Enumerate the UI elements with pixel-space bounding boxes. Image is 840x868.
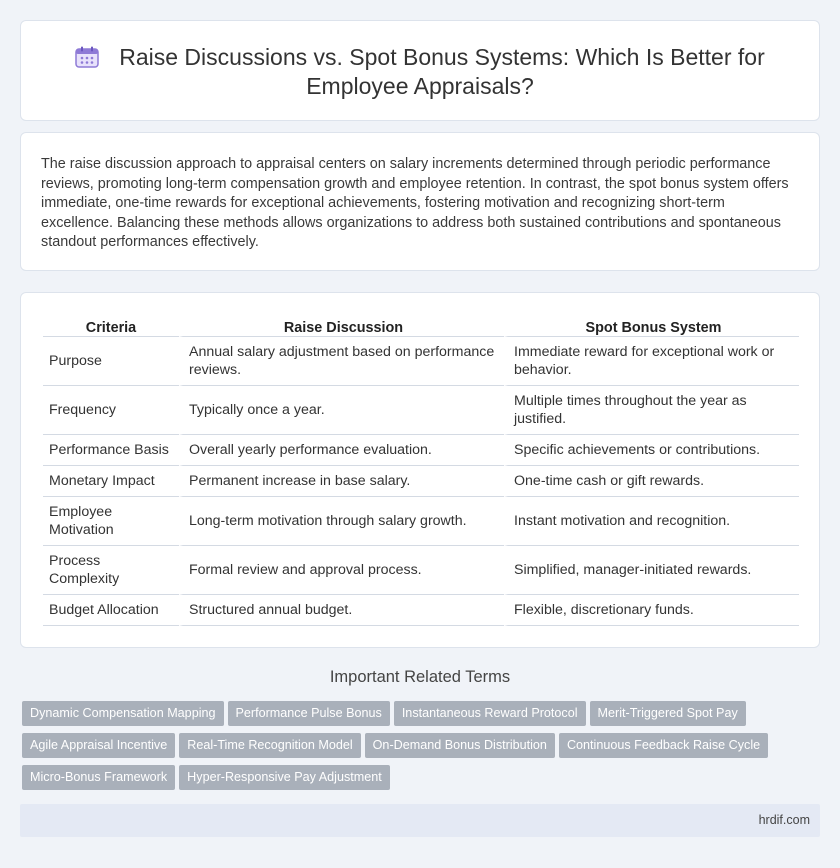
row-spot-value: Specific achievements or contributions. [504, 435, 799, 466]
tag-row [22, 765, 802, 797]
table-row [43, 497, 799, 546]
header-criteria: Criteria [43, 317, 179, 337]
tag-real-time-recognition-model[interactable]: Real-Time Recognition Model [179, 733, 360, 758]
row-criteria: Frequency [43, 386, 179, 435]
header-spot-bonus: Spot Bonus System [504, 317, 799, 337]
table-row [43, 466, 799, 497]
calendar-icon [75, 46, 99, 68]
title-line-1: Raise Discussions vs. Spot Bonus Systems: Which Is Better for [119, 44, 765, 70]
page-title [21, 43, 819, 101]
row-spot-value: Simplified, manager-initiated rewards. [504, 546, 799, 595]
table-header-row [43, 317, 799, 337]
tag-row [22, 701, 802, 733]
row-raise-value: Annual salary adjustment based on performance reviews. [179, 337, 504, 386]
row-criteria: Performance Basis [43, 435, 179, 466]
table-row [43, 386, 799, 435]
row-raise-value: Formal review and approval process. [179, 546, 504, 595]
row-criteria: Monetary Impact [43, 466, 179, 497]
table-row [43, 337, 799, 386]
tag-dynamic-compensation-mapping[interactable]: Dynamic Compensation Mapping [22, 701, 224, 726]
row-raise-value: Overall yearly performance evaluation. [179, 435, 504, 466]
row-criteria: Purpose [43, 337, 179, 386]
tag-row [22, 733, 802, 765]
title-card [20, 20, 820, 121]
table-row [43, 435, 799, 466]
intro-paragraph: The raise discussion approach to appraisal centers on salary increments determined through periodic performance reviews, promoting long-term compensation growth and employee retention. In contrast, the spot bonus system offers immediate, one-time rewards for exceptional achievements, fostering motivation and recognizing short-term excellence. Balancing these methods allows organizations to address both sustained contributions and spontaneous standout performances effectively. [41, 156, 789, 251]
row-spot-value: Immediate reward for exceptional work or behavior. [504, 337, 799, 386]
table-row [43, 595, 799, 626]
tag-merit-triggered-spot-pay[interactable]: Merit-Triggered Spot Pay [590, 701, 746, 726]
footer-site-link[interactable]: hrdif.com [758, 813, 810, 827]
row-criteria: Budget Allocation [43, 595, 179, 626]
row-criteria: Employee Motivation [43, 497, 179, 546]
row-spot-value: Flexible, discretionary funds. [504, 595, 799, 626]
tag-hyper-responsive-pay-adjustment[interactable]: Hyper-Responsive Pay Adjustment [179, 765, 390, 790]
intro-card [20, 132, 820, 271]
tag-continuous-feedback-raise-cycle[interactable]: Continuous Feedback Raise Cycle [559, 733, 768, 758]
tag-on-demand-bonus-distribution[interactable]: On-Demand Bonus Distribution [365, 733, 555, 758]
row-criteria: Process Complexity [43, 546, 179, 595]
tag-performance-pulse-bonus[interactable]: Performance Pulse Bonus [228, 701, 390, 726]
footer [20, 804, 820, 837]
row-raise-value: Structured annual budget. [179, 595, 504, 626]
tag-agile-appraisal-incentive[interactable]: Agile Appraisal Incentive [22, 733, 175, 758]
table-row [43, 546, 799, 595]
title-line-2: Employee Appraisals? [306, 73, 534, 99]
row-spot-value: One-time cash or gift rewards. [504, 466, 799, 497]
header-raise-discussion: Raise Discussion [179, 317, 504, 337]
tag-instantaneous-reward-protocol[interactable]: Instantaneous Reward Protocol [394, 701, 586, 726]
comparison-table [43, 317, 799, 626]
related-terms-title: Important Related Terms [329, 668, 511, 686]
row-raise-value: Long-term motivation through salary growth. [179, 497, 504, 546]
comparison-card [20, 292, 820, 648]
tag-micro-bonus-framework[interactable]: Micro-Bonus Framework [22, 765, 175, 790]
row-spot-value: Instant motivation and recognition. [504, 497, 799, 546]
row-spot-value: Multiple times throughout the year as justified. [504, 386, 799, 435]
related-terms-list [22, 701, 802, 797]
row-raise-value: Permanent increase in base salary. [179, 466, 504, 497]
row-raise-value: Typically once a year. [179, 386, 504, 435]
